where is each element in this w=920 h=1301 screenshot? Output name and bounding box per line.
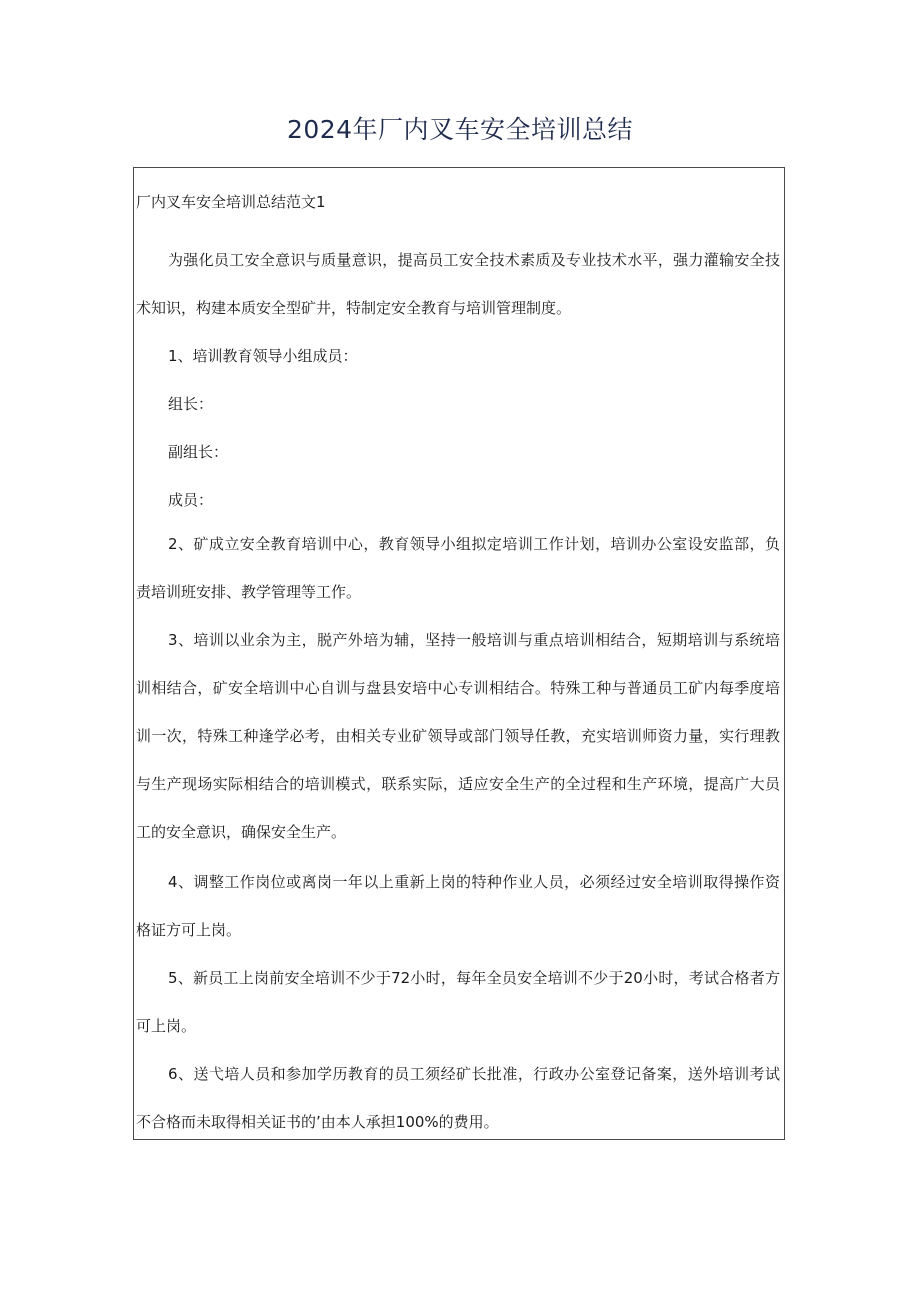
paragraph-line: 5、新员工上岗前安全培训不少于72小时，每年全员安全培训不少于20小时，考试合格者方 bbox=[168, 969, 780, 987]
paragraph-line: 工的安全意识，确保安全生产。 bbox=[136, 823, 347, 841]
paragraph-line: 不合格而未取得相关证书的’由本人承担100%的费用。 bbox=[136, 1113, 499, 1131]
paragraph-line: 可上岗。 bbox=[136, 1017, 197, 1035]
paragraph bbox=[136, 954, 786, 1050]
paragraph-line: 训相结合，矿安全培训中心自训与盘县安培中心专训相结合。特殊工种与普通员工矿内每季度培 bbox=[136, 679, 780, 697]
paragraph-line: 为强化员工安全意识与质量意识，提高员工安全技术素质及专业技术水平，强力灌输安全技 bbox=[168, 251, 780, 269]
paragraph-line: 2、矿成立安全教育培训中心，教育领导小组拟定培训工作计划，培训办公室设安监部，负 bbox=[168, 535, 780, 553]
paragraph bbox=[136, 476, 786, 524]
paragraph bbox=[136, 858, 786, 954]
paragraph-line: 1、培训教育领导小组成员： bbox=[168, 347, 358, 365]
paragraph-line: 3、培训以业余为主，脱产外培为辅，坚持一般培训与重点培训相结合，短期培训与系统培 bbox=[168, 631, 780, 649]
paragraph-line: 与生产现场实际相结合的培训模式，联系实际，适应安全生产的全过程和生产环境，提高广大员 bbox=[136, 775, 780, 793]
paragraph-line: 4、调整工作岗位或离岗一年以上重新上岗的特种作业人员，必须经过安全培训取得操作资 bbox=[168, 873, 780, 891]
paragraph-line: 成员： bbox=[168, 491, 214, 509]
paragraph-line: 6、送弋培人员和参加学历教育的员工须经矿长批准，行政办公室登记备案，送外培训考试 bbox=[168, 1065, 780, 1083]
paragraph bbox=[136, 332, 786, 380]
paragraph-line: 术知识，构建本质安全型矿井，特制定安全教育与培训管理制度。 bbox=[136, 299, 572, 317]
paragraph bbox=[136, 520, 786, 616]
paragraph bbox=[136, 428, 786, 476]
document-title: 2024年厂内叉车安全培训总结 bbox=[286, 115, 634, 144]
paragraph bbox=[136, 380, 786, 428]
paragraph-line: 组长： bbox=[168, 395, 214, 413]
paragraph-line: 格证方可上岗。 bbox=[136, 921, 242, 939]
section-subtitle: 厂内叉车安全培训总结范文1 bbox=[136, 193, 326, 211]
paragraph-line: 训一次，特殊工种逢学必考，由相关专业矿领导或部门领导任教，充实培训师资力量，实行理教 bbox=[136, 727, 780, 745]
paragraph-line: 责培训班安排、教学管理等工作。 bbox=[136, 583, 362, 601]
paragraph bbox=[136, 1050, 786, 1146]
paragraph-line: 副组长： bbox=[168, 443, 229, 461]
paragraph bbox=[136, 616, 786, 856]
content-box bbox=[133, 167, 785, 1140]
paragraph bbox=[136, 236, 786, 332]
